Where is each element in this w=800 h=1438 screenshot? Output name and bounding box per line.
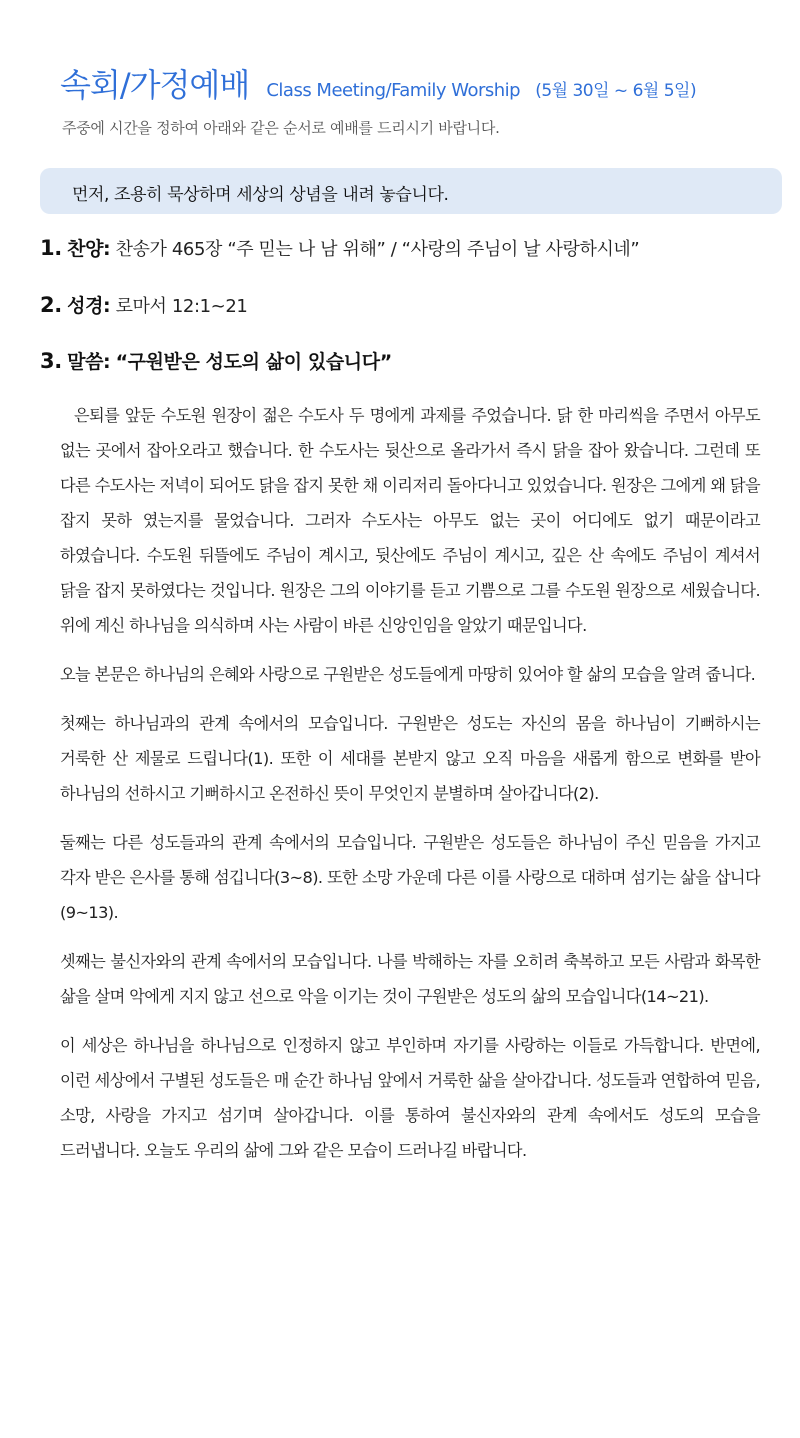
order-item-scripture: [40, 291, 247, 318]
meditation-banner: [40, 168, 782, 214]
order-text: 로마서 12:1~21: [115, 296, 248, 317]
sermon-paragraph: 둘째는 다른 성도들과의 관계 속에서의 모습입니다. 구원받은 성도들은 하나님이 주신 믿음을 가지고 각자 받은 은사를 통해 섬깁니다(3~8). 또한 소망 가운데 다른 이를 사랑으로 대하며 섬기는 삶을 삽니다(9~13).: [60, 833, 760, 922]
date-range: (5월 30일 ~ 6월 5일): [535, 81, 697, 101]
order-number: 3.: [40, 349, 62, 373]
page-title: 속회/가정예배: [60, 66, 250, 104]
order-number: 1.: [40, 236, 62, 260]
order-label: 성경:: [67, 295, 111, 317]
instruction-text: 주중에 시간을 정하여 아래와 같은 순서로 예배를 드리시기 바랍니다.: [62, 119, 500, 137]
sermon-body: [60, 398, 760, 1182]
sermon-paragraph: 셋째는 불신자와의 관계 속에서의 모습입니다. 나를 박해하는 자를 오히려 축복하고 모든 사람과 화목한 삶을 살며 악에게 지지 않고 선으로 악을 이기는 것이 구원받은 성도의 삶의 모습입니다(14~21).: [60, 952, 760, 1006]
sermon-paragraph: 오늘 본문은 하나님의 은혜와 사랑으로 구원받은 성도들에게 마땅히 있어야 할 삶의 모습을 알려 줍니다.: [60, 665, 756, 684]
sermon-title: “구원받은 성도의 삶이 있습니다”: [115, 351, 392, 373]
sermon-paragraph: 첫째는 하나님과의 관계 속에서의 모습입니다. 구원받은 성도는 자신의 몸을 하나님이 기뻐하시는 거룩한 산 제물로 드립니다(1). 또한 이 세대를 본받지 않고 오직 마음을 새롭게 함으로 변화를 받아 하나님의 선하시고 기뻐하시고 온전하신 뜻이 무엇인지 분별하며 살아갑니다(2).: [60, 714, 760, 803]
meditation-text: 먼저, 조용히 묵상하며 세상의 상념을 내려 놓습니다.: [72, 185, 449, 205]
page-header: [60, 60, 770, 106]
sermon-paragraph: 은퇴를 앞둔 수도원 원장이 젊은 수도사 두 명에게 과제를 주었습니다. 닭 한 마리씩을 주면서 아무도 없는 곳에서 잡아오라고 했습니다. 한 수도사는 뒷산으로 올라가서 즉시 닭을 잡아 왔습니다. 그런데 또 다른 수도사는 저녁이 되어도 닭을 잡지 못한 채 이리저리 돌아다니고 있었습니다. 원장은 그에게 왜 닭을 잡지 못하 였는지를 물었습니다. 그러자 수도사는 아무도 없는 곳이 어디에도 없기 때문이라고 하였습니다. 수도원 뒤뜰에도 주님이 계시고, 뒷산에도 주님이 계시고, 깊은 산 속에도 주님이 계셔서 닭을 잡지 못하였다는 것입니다. 원장은 그의 이야기를 듣고 기쁨으로 그를 수도원 원장으로 세웠습니다. 위에 계신 하나님을 의식하며 사는 사람이 바른 신앙인임을 알았기 때문입니다.: [60, 406, 760, 635]
page-title-english: Class Meeting/Family Worship: [266, 80, 521, 101]
order-text: 찬송가 465장 “주 믿는 나 남 위해” / “사랑의 주님이 날 사랑하시네”: [115, 239, 640, 260]
order-label: 말씀:: [67, 351, 111, 373]
order-label: 찬양:: [67, 238, 111, 260]
order-item-hymn: [40, 234, 639, 261]
order-item-sermon: [40, 347, 392, 374]
sermon-paragraph: 이 세상은 하나님을 하나님으로 인정하지 않고 부인하며 자기를 사랑하는 이들로 가득합니다. 반면에, 이런 세상에서 구별된 성도들은 매 순간 하나님 앞에서 거룩한 삶을 살아갑니다. 성도들과 연합하여 믿음, 소망, 사랑을 가지고 섬기며 살아갑니다. 이를 통하여 불신자와의 관계 속에서도 성도의 모습을 드러냅니다. 오늘도 우리의 삶에 그와 같은 모습이 드러나길 바랍니다.: [60, 1036, 760, 1160]
order-number: 2.: [40, 293, 62, 317]
